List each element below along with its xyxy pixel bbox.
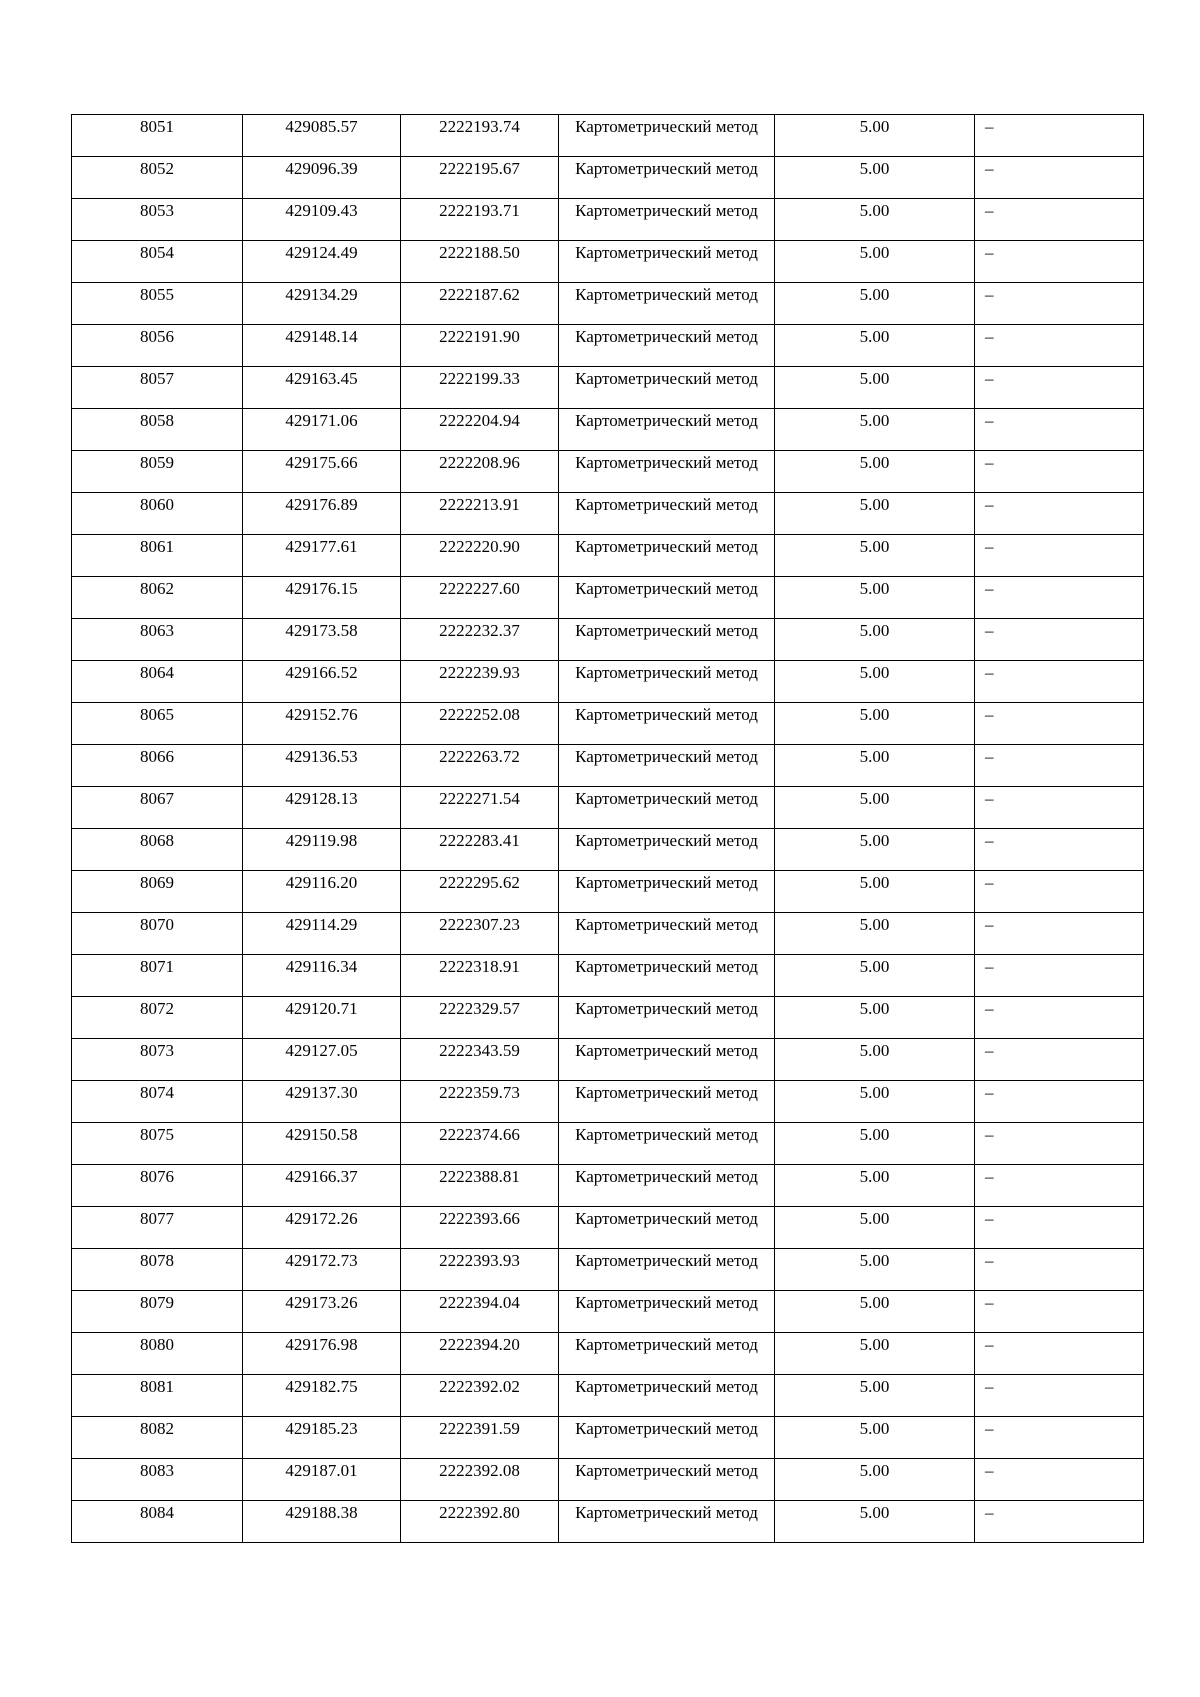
note-cell: – [975,1333,1144,1375]
y-coordinate-cell: 2222392.08 [401,1459,559,1501]
method-cell: Картометрический метод [559,1333,775,1375]
x-coordinate-cell: 429187.01 [243,1459,401,1501]
note-cell: – [975,661,1144,703]
accuracy-cell: 5.00 [775,703,975,745]
table-row [72,1459,1144,1501]
table-row [72,241,1144,283]
note-cell: – [975,1123,1144,1165]
table-row [72,871,1144,913]
x-coordinate-cell: 429137.30 [243,1081,401,1123]
point-number-cell: 8068 [72,829,243,871]
accuracy-cell: 5.00 [775,283,975,325]
note-cell: – [975,1417,1144,1459]
note-cell: – [975,955,1144,997]
table-row [72,325,1144,367]
y-coordinate-cell: 2222391.59 [401,1417,559,1459]
point-number-cell: 8054 [72,241,243,283]
point-number-cell: 8077 [72,1207,243,1249]
table-row [72,577,1144,619]
accuracy-cell: 5.00 [775,661,975,703]
x-coordinate-cell: 429172.73 [243,1249,401,1291]
accuracy-cell: 5.00 [775,829,975,871]
table-row [72,1333,1144,1375]
method-cell: Картометрический метод [559,1417,775,1459]
y-coordinate-cell: 2222318.91 [401,955,559,997]
method-cell: Картометрический метод [559,1501,775,1543]
accuracy-cell: 5.00 [775,577,975,619]
note-cell: – [975,535,1144,577]
y-coordinate-cell: 2222208.96 [401,451,559,493]
y-coordinate-cell: 2222271.54 [401,787,559,829]
x-coordinate-cell: 429150.58 [243,1123,401,1165]
point-number-cell: 8066 [72,745,243,787]
y-coordinate-cell: 2222204.94 [401,409,559,451]
note-cell: – [975,913,1144,955]
point-number-cell: 8070 [72,913,243,955]
accuracy-cell: 5.00 [775,997,975,1039]
table-row [72,1123,1144,1165]
table-row [72,661,1144,703]
accuracy-cell: 5.00 [775,1165,975,1207]
note-cell: – [975,199,1144,241]
y-coordinate-cell: 2222193.71 [401,199,559,241]
note-cell: – [975,493,1144,535]
table-row [72,1165,1144,1207]
table-row [72,787,1144,829]
point-number-cell: 8067 [72,787,243,829]
table-row [72,535,1144,577]
method-cell: Картометрический метод [559,1291,775,1333]
x-coordinate-cell: 429136.53 [243,745,401,787]
point-number-cell: 8052 [72,157,243,199]
x-coordinate-cell: 429172.26 [243,1207,401,1249]
x-coordinate-cell: 429116.20 [243,871,401,913]
x-coordinate-cell: 429163.45 [243,367,401,409]
method-cell: Картометрический метод [559,1081,775,1123]
method-cell: Картометрический метод [559,745,775,787]
table-row [72,1501,1144,1543]
y-coordinate-cell: 2222343.59 [401,1039,559,1081]
table-row [72,955,1144,997]
x-coordinate-cell: 429120.71 [243,997,401,1039]
table-row [72,157,1144,199]
table-row [72,619,1144,661]
x-coordinate-cell: 429116.34 [243,955,401,997]
accuracy-cell: 5.00 [775,1207,975,1249]
note-cell: – [975,1459,1144,1501]
point-number-cell: 8062 [72,577,243,619]
y-coordinate-cell: 2222388.81 [401,1165,559,1207]
point-number-cell: 8063 [72,619,243,661]
coordinates-table [71,114,1144,1543]
x-coordinate-cell: 429176.15 [243,577,401,619]
table-row [72,1207,1144,1249]
method-cell: Картометрический метод [559,1375,775,1417]
accuracy-cell: 5.00 [775,199,975,241]
y-coordinate-cell: 2222252.08 [401,703,559,745]
method-cell: Картометрический метод [559,997,775,1039]
accuracy-cell: 5.00 [775,1417,975,1459]
y-coordinate-cell: 2222307.23 [401,913,559,955]
y-coordinate-cell: 2222392.80 [401,1501,559,1543]
accuracy-cell: 5.00 [775,1333,975,1375]
note-cell: – [975,745,1144,787]
point-number-cell: 8074 [72,1081,243,1123]
method-cell: Картометрический метод [559,493,775,535]
y-coordinate-cell: 2222232.37 [401,619,559,661]
method-cell: Картометрический метод [559,1207,775,1249]
note-cell: – [975,1081,1144,1123]
note-cell: – [975,157,1144,199]
accuracy-cell: 5.00 [775,1375,975,1417]
point-number-cell: 8075 [72,1123,243,1165]
x-coordinate-cell: 429185.23 [243,1417,401,1459]
y-coordinate-cell: 2222193.74 [401,115,559,157]
accuracy-cell: 5.00 [775,115,975,157]
table-row [72,1291,1144,1333]
note-cell: – [975,409,1144,451]
x-coordinate-cell: 429182.75 [243,1375,401,1417]
note-cell: – [975,1207,1144,1249]
point-number-cell: 8059 [72,451,243,493]
note-cell: – [975,703,1144,745]
note-cell: – [975,451,1144,493]
accuracy-cell: 5.00 [775,871,975,913]
point-number-cell: 8080 [72,1333,243,1375]
table-row [72,409,1144,451]
table-row [72,745,1144,787]
accuracy-cell: 5.00 [775,493,975,535]
note-cell: – [975,577,1144,619]
point-number-cell: 8078 [72,1249,243,1291]
x-coordinate-cell: 429127.05 [243,1039,401,1081]
note-cell: – [975,241,1144,283]
point-number-cell: 8051 [72,115,243,157]
y-coordinate-cell: 2222188.50 [401,241,559,283]
y-coordinate-cell: 2222195.67 [401,157,559,199]
y-coordinate-cell: 2222191.90 [401,325,559,367]
y-coordinate-cell: 2222329.57 [401,997,559,1039]
point-number-cell: 8065 [72,703,243,745]
y-coordinate-cell: 2222394.04 [401,1291,559,1333]
table-row [72,367,1144,409]
x-coordinate-cell: 429134.29 [243,283,401,325]
note-cell: – [975,1375,1144,1417]
y-coordinate-cell: 2222392.02 [401,1375,559,1417]
point-number-cell: 8056 [72,325,243,367]
accuracy-cell: 5.00 [775,955,975,997]
point-number-cell: 8060 [72,493,243,535]
method-cell: Картометрический метод [559,1039,775,1081]
accuracy-cell: 5.00 [775,535,975,577]
accuracy-cell: 5.00 [775,241,975,283]
x-coordinate-cell: 429124.49 [243,241,401,283]
accuracy-cell: 5.00 [775,157,975,199]
x-coordinate-cell: 429114.29 [243,913,401,955]
x-coordinate-cell: 429177.61 [243,535,401,577]
point-number-cell: 8072 [72,997,243,1039]
x-coordinate-cell: 429188.38 [243,1501,401,1543]
table-row [72,1375,1144,1417]
x-coordinate-cell: 429119.98 [243,829,401,871]
y-coordinate-cell: 2222227.60 [401,577,559,619]
point-number-cell: 8069 [72,871,243,913]
accuracy-cell: 5.00 [775,325,975,367]
accuracy-cell: 5.00 [775,913,975,955]
point-number-cell: 8058 [72,409,243,451]
method-cell: Картометрический метод [559,1123,775,1165]
accuracy-cell: 5.00 [775,1039,975,1081]
note-cell: – [975,1249,1144,1291]
x-coordinate-cell: 429171.06 [243,409,401,451]
x-coordinate-cell: 429173.26 [243,1291,401,1333]
point-number-cell: 8081 [72,1375,243,1417]
point-number-cell: 8079 [72,1291,243,1333]
method-cell: Картометрический метод [559,955,775,997]
method-cell: Картометрический метод [559,1459,775,1501]
y-coordinate-cell: 2222239.93 [401,661,559,703]
note-cell: – [975,871,1144,913]
y-coordinate-cell: 2222394.20 [401,1333,559,1375]
method-cell: Картометрический метод [559,619,775,661]
y-coordinate-cell: 2222295.62 [401,871,559,913]
accuracy-cell: 5.00 [775,1081,975,1123]
accuracy-cell: 5.00 [775,367,975,409]
point-number-cell: 8071 [72,955,243,997]
table-row [72,1039,1144,1081]
accuracy-cell: 5.00 [775,787,975,829]
method-cell: Картометрический метод [559,535,775,577]
point-number-cell: 8053 [72,199,243,241]
point-number-cell: 8061 [72,535,243,577]
method-cell: Картометрический метод [559,241,775,283]
accuracy-cell: 5.00 [775,1249,975,1291]
method-cell: Картометрический метод [559,829,775,871]
table-row [72,451,1144,493]
note-cell: – [975,325,1144,367]
x-coordinate-cell: 429085.57 [243,115,401,157]
table-row [72,1249,1144,1291]
accuracy-cell: 5.00 [775,1459,975,1501]
y-coordinate-cell: 2222187.62 [401,283,559,325]
note-cell: – [975,1501,1144,1543]
method-cell: Картометрический метод [559,409,775,451]
accuracy-cell: 5.00 [775,409,975,451]
note-cell: – [975,1165,1144,1207]
table-row [72,997,1144,1039]
note-cell: – [975,1039,1144,1081]
note-cell: – [975,115,1144,157]
method-cell: Картометрический метод [559,283,775,325]
x-coordinate-cell: 429148.14 [243,325,401,367]
x-coordinate-cell: 429166.37 [243,1165,401,1207]
accuracy-cell: 5.00 [775,619,975,661]
x-coordinate-cell: 429166.52 [243,661,401,703]
x-coordinate-cell: 429096.39 [243,157,401,199]
table-row [72,115,1144,157]
x-coordinate-cell: 429175.66 [243,451,401,493]
method-cell: Картометрический метод [559,577,775,619]
table-row [72,829,1144,871]
x-coordinate-cell: 429176.89 [243,493,401,535]
point-number-cell: 8064 [72,661,243,703]
method-cell: Картометрический метод [559,115,775,157]
table-row [72,1081,1144,1123]
method-cell: Картометрический метод [559,325,775,367]
accuracy-cell: 5.00 [775,1501,975,1543]
note-cell: – [975,997,1144,1039]
x-coordinate-cell: 429128.13 [243,787,401,829]
table-row [72,199,1144,241]
point-number-cell: 8084 [72,1501,243,1543]
method-cell: Картометрический метод [559,157,775,199]
method-cell: Картометрический метод [559,913,775,955]
accuracy-cell: 5.00 [775,451,975,493]
method-cell: Картометрический метод [559,661,775,703]
point-number-cell: 8076 [72,1165,243,1207]
y-coordinate-cell: 2222374.66 [401,1123,559,1165]
note-cell: – [975,787,1144,829]
method-cell: Картометрический метод [559,1249,775,1291]
y-coordinate-cell: 2222359.73 [401,1081,559,1123]
y-coordinate-cell: 2222213.91 [401,493,559,535]
coordinates-table-body [72,115,1144,1543]
table-row [72,703,1144,745]
point-number-cell: 8073 [72,1039,243,1081]
table-row [72,913,1144,955]
y-coordinate-cell: 2222220.90 [401,535,559,577]
y-coordinate-cell: 2222199.33 [401,367,559,409]
method-cell: Картометрический метод [559,1165,775,1207]
note-cell: – [975,619,1144,661]
note-cell: – [975,829,1144,871]
table-row [72,283,1144,325]
x-coordinate-cell: 429173.58 [243,619,401,661]
table-row [72,493,1144,535]
method-cell: Картометрический метод [559,451,775,493]
y-coordinate-cell: 2222393.66 [401,1207,559,1249]
point-number-cell: 8055 [72,283,243,325]
note-cell: – [975,367,1144,409]
method-cell: Картометрический метод [559,367,775,409]
method-cell: Картометрический метод [559,871,775,913]
point-number-cell: 8082 [72,1417,243,1459]
x-coordinate-cell: 429152.76 [243,703,401,745]
method-cell: Картометрический метод [559,703,775,745]
x-coordinate-cell: 429176.98 [243,1333,401,1375]
point-number-cell: 8057 [72,367,243,409]
y-coordinate-cell: 2222393.93 [401,1249,559,1291]
accuracy-cell: 5.00 [775,745,975,787]
note-cell: – [975,1291,1144,1333]
method-cell: Картометрический метод [559,199,775,241]
y-coordinate-cell: 2222263.72 [401,745,559,787]
x-coordinate-cell: 429109.43 [243,199,401,241]
accuracy-cell: 5.00 [775,1291,975,1333]
method-cell: Картометрический метод [559,787,775,829]
point-number-cell: 8083 [72,1459,243,1501]
y-coordinate-cell: 2222283.41 [401,829,559,871]
note-cell: – [975,283,1144,325]
accuracy-cell: 5.00 [775,1123,975,1165]
table-row [72,1417,1144,1459]
